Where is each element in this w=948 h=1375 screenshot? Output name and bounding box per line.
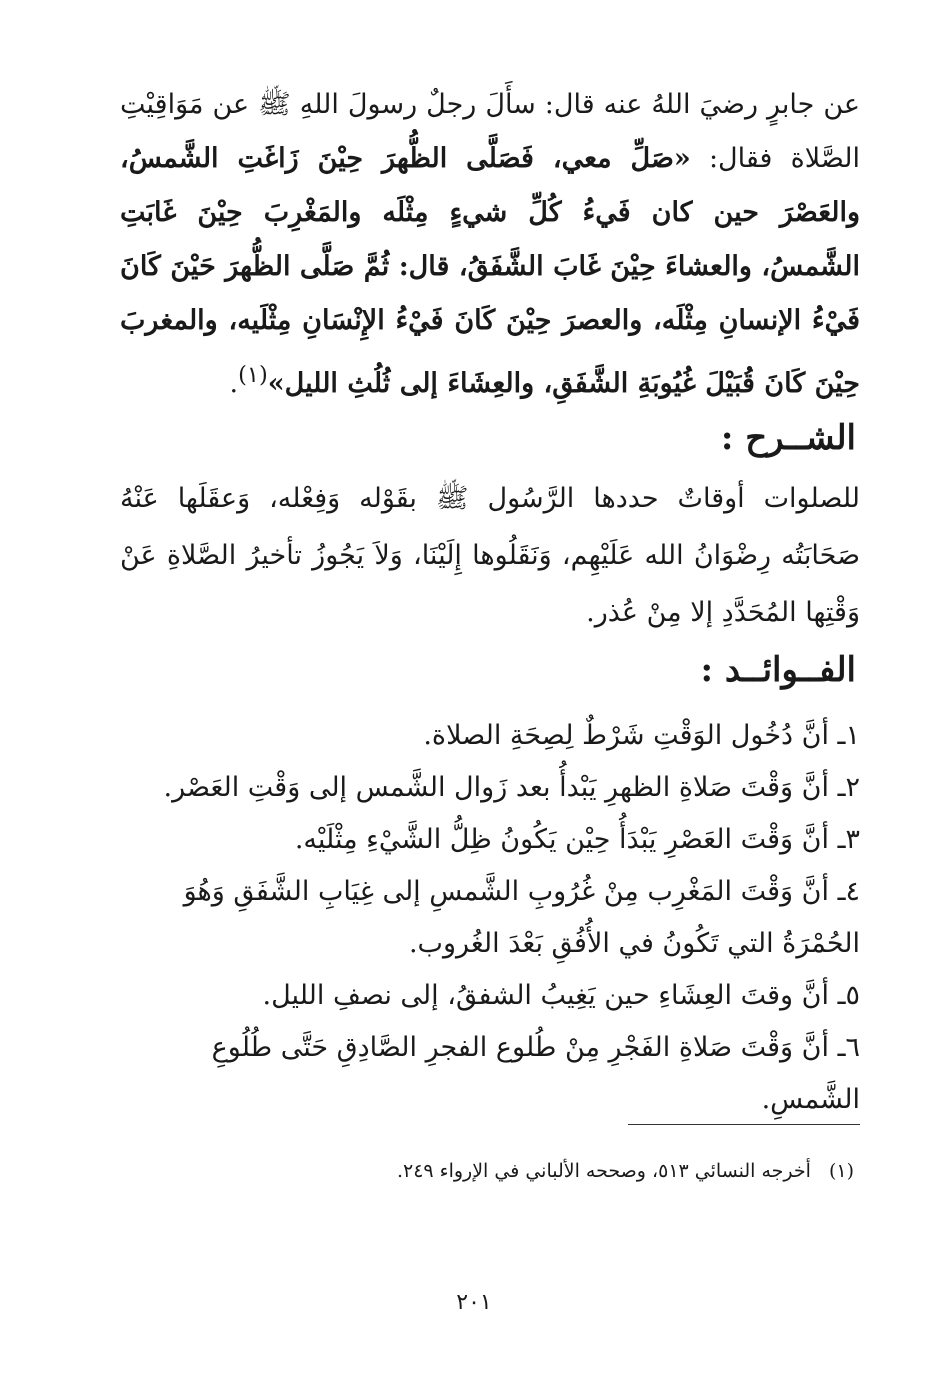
hadith-paragraph <box>120 78 860 411</box>
fawaid-heading: الفــوائــد : <box>700 650 856 690</box>
sharh-paragraph: للصلوات أوقاتٌ حددها الرَّسُول ﷺ بقَوْله وَفِعْله، وَعقَلَها عَنْهُ صَحَابَتُه رِضْوَانُ الله عَلَيْهِم، وَنَقَلُوها إِلَيْنَا، وَلاَ يَجُوزُ تأخيرُ الصَّلاةِ عَنْ وَقْتِها المُحَدَّدِ إلا مِنْ عُذر. <box>120 483 860 628</box>
footnote-text: أخرجه النسائي ٥١٣، وصححه الألباني في الإرواء ٢٤٩. <box>396 1160 811 1182</box>
benefits-list <box>120 710 860 1126</box>
footnote <box>134 1156 854 1186</box>
hadith-intro: عن جابرٍ رضيَ اللهُ عنه قال: سأَلَ رجلٌ رسولَ اللهِ ﷺ عن مَوَاقِيْتِ الصَّلاة فقال: <box>120 89 860 174</box>
footnote-reference: (١) <box>238 362 268 388</box>
benefit-item: ٤ـ أنَّ وَقْتَ المَغْرِب مِنْ غُرُوبِ الشَّمسِ إلى غِيَابِ الشَّفَقِ وَهُوَ الحُمْرَةُ التي تَكُونُ في الأُفُقِ بَعْدَ الغُروب. <box>183 876 860 959</box>
hadith-end: . <box>229 368 239 399</box>
sharh-heading: الشــرح : <box>720 418 856 458</box>
benefit-item: ٢ـ أنَّ وَقْتَ صَلاةِ الظهرِ يَبْدأُ بعد زَوال الشَّمس إلى وَقْتِ العَصْر. <box>163 772 860 803</box>
footnote-mark: (١) <box>828 1160 854 1182</box>
benefit-item: ١ـ أنَّ دُخُول الوَقْتِ شَرْطٌ لِصِحَةِ الصلاة. <box>423 720 860 751</box>
benefit-item: ٣ـ أنَّ وَقْتَ العَصْرِ يَبْدَأُ حِيْن يَكُونُ ظِلُّ الشَّيْءِ مِثْلَيْه. <box>294 824 860 855</box>
page-number: ٢٠١ <box>456 1290 492 1315</box>
hadith-text: «صَلِّ معي، فَصَلَّى الظُّهرَ حِيْنَ زَاغَتِ الشَّمسُ، والعَصْرَ حين كان فَيءُ كُلِّ شيءٍ مِثْلَه والمَغْرِبَ حِيْنَ غَابَتِ الشَّمسُ، والعشاءَ حِيْنَ غَابَ الشَّفَقُ، قال: ثُمَّ صَلَّى الظُّهرَ حَيْنَ كَانَ فَيْءُ الإنسانِ مِثْلَه، والعصرَ حِيْنَ كَانَ فَيْءُ الإِنْسَانِ مِثْلَيه، والمغربَ حِيْنَ كَانَ قُبَيْلَ غُيُوبَةِ الشَّفَقِ، والعِشَاءَ إلى ثُلُثِ الليل» <box>120 143 860 399</box>
footnote-divider <box>628 1124 860 1125</box>
benefit-item: ٥ـ أنَّ وقتَ العِشَاءِ حين يَغِيبُ الشفقُ، إلى نصفِ الليل. <box>262 980 860 1011</box>
benefit-item: ٦ـ أنَّ وَقْتَ صَلاةِ الفَجْرِ مِنْ طُلوع الفجرِ الصَّادِقِ حَتَّى طُلُوعِ الشَّمسِ. <box>211 1032 860 1115</box>
